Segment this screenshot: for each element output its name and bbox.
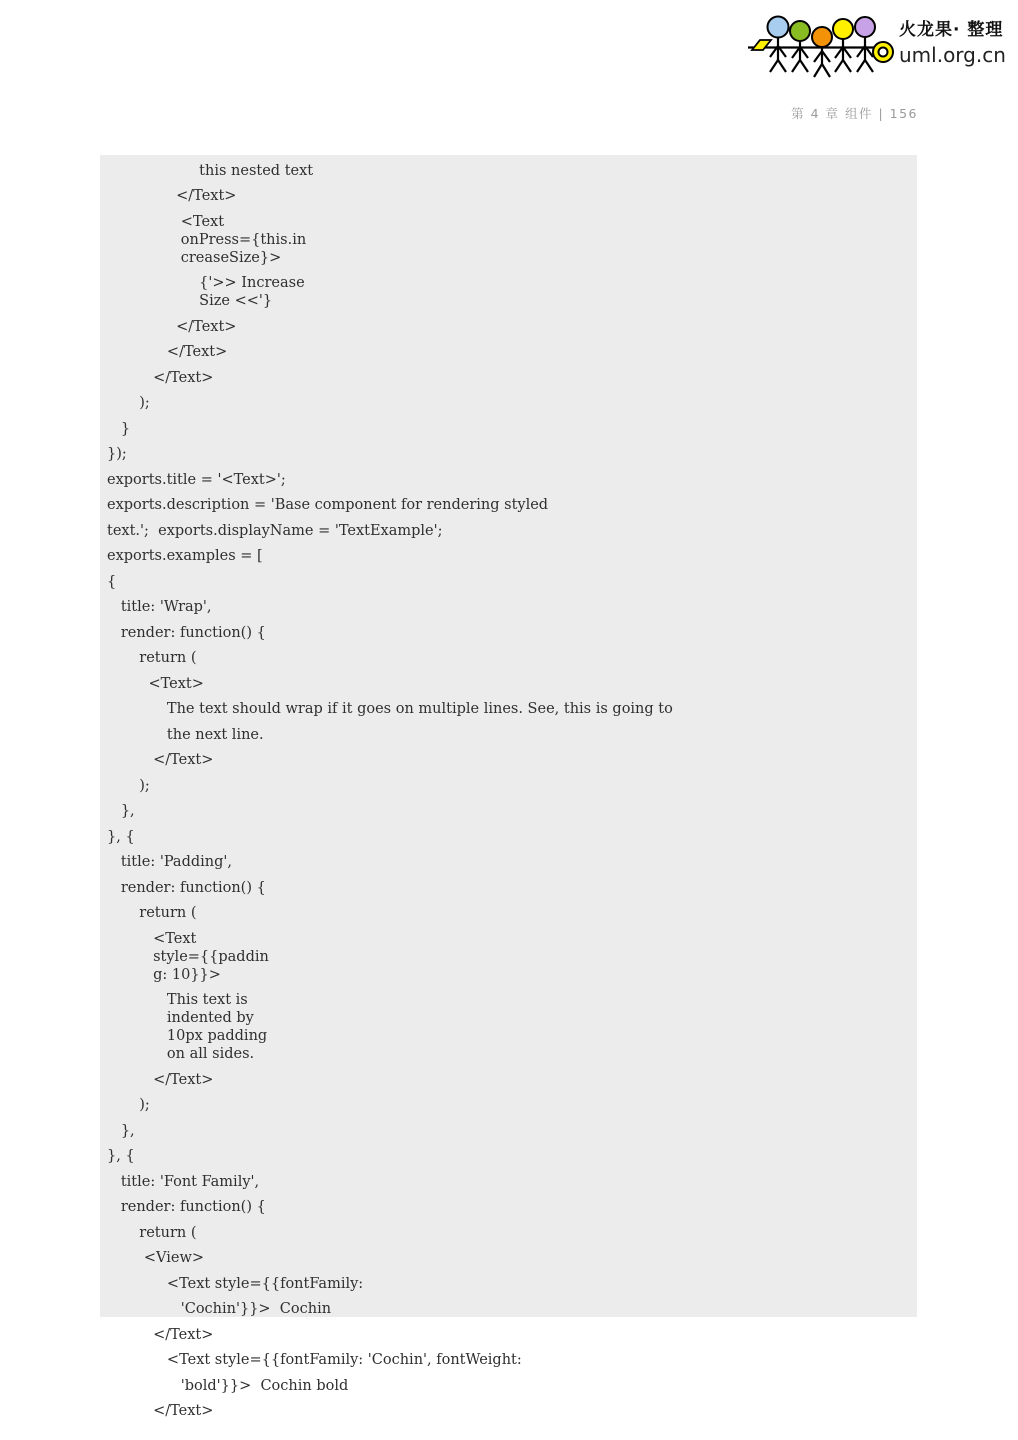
code-line: return (: [107, 905, 197, 921]
code-line: </Text>: [107, 344, 228, 360]
code-line: );: [107, 395, 150, 411]
code-line: style={{paddin: [107, 948, 269, 965]
code-line: exports.description = 'Base component for rendering styled: [107, 497, 549, 513]
code-line: return (: [107, 650, 197, 666]
code-lines: [107, 154, 967, 1420]
code-line: },: [107, 1122, 135, 1139]
code-line: 'Cochin'}}> Cochin: [107, 1301, 332, 1317]
code-line: Size <<'}: [107, 293, 273, 309]
code-line: </Text>: [107, 1403, 214, 1419]
code-line: title: 'Wrap',: [107, 599, 212, 615]
code-line: exports.examples = [: [107, 548, 263, 564]
logo-subtitle: uml.org.cn: [899, 43, 1006, 67]
stick-figures-logo-icon: [745, 14, 895, 82]
code-line: </Text>: [107, 188, 237, 204]
code-line: </Text>: [107, 1326, 214, 1343]
code-line: render: function() {: [107, 879, 266, 896]
code-line: {'>> Increase: [107, 275, 305, 291]
code-line: creaseSize}>: [107, 249, 282, 266]
code-line: <View>: [107, 1250, 205, 1266]
code-line: onPress={this.in: [107, 231, 307, 248]
code-line: }, {: [107, 828, 135, 845]
code-line: text.'; exports.displayName = 'TextExample';: [107, 522, 443, 539]
code-line: <Text: [107, 930, 197, 947]
code-line: {: [107, 573, 117, 590]
logo-title: 火龙果· 整理: [899, 20, 1004, 40]
page-header-info: 第 4 章 组件 | 156: [791, 106, 918, 121]
code-line: );: [107, 777, 150, 794]
code-line: return (: [107, 1224, 197, 1241]
code-line: on all sides.: [107, 1046, 255, 1062]
uml-logo: [745, 12, 1006, 84]
code-line: }, {: [107, 1148, 135, 1164]
code-line: The text should wrap if it goes on multiple lines. See, this is going to: [107, 701, 673, 717]
code-line: }: [107, 420, 131, 437]
code-line: This text is: [107, 992, 248, 1008]
code-line: <Text: [107, 213, 225, 230]
code-line: 10px padding: [107, 1028, 268, 1044]
code-line: title: 'Font Family',: [107, 1173, 260, 1190]
code-line: </Text>: [107, 752, 214, 768]
code-line: this nested text: [107, 162, 314, 179]
code-line: exports.title = '<Text>';: [107, 471, 286, 488]
code-line: },: [107, 803, 135, 819]
logo-text: [899, 18, 1009, 68]
code-line: });: [107, 446, 127, 462]
code-line: </Text>: [107, 1071, 214, 1088]
code-line: <Text style={{fontFamily: 'Cochin', fontWeight:: [107, 1352, 522, 1368]
code-line: <Text style={{fontFamily:: [107, 1275, 364, 1292]
code-line: 'bold'}}> Cochin bold: [107, 1377, 349, 1394]
code-line: <Text>: [107, 675, 204, 692]
code-line: );: [107, 1097, 150, 1113]
code-line: render: function() {: [107, 1199, 266, 1215]
code-line: indented by: [107, 1010, 254, 1026]
code-line: </Text>: [107, 318, 237, 335]
code-line: the next line.: [107, 726, 264, 743]
code-line: </Text>: [107, 369, 214, 386]
code-line: g: 10}}>: [107, 966, 221, 983]
code-line: render: function() {: [107, 624, 266, 641]
code-line: title: 'Padding',: [107, 854, 232, 870]
